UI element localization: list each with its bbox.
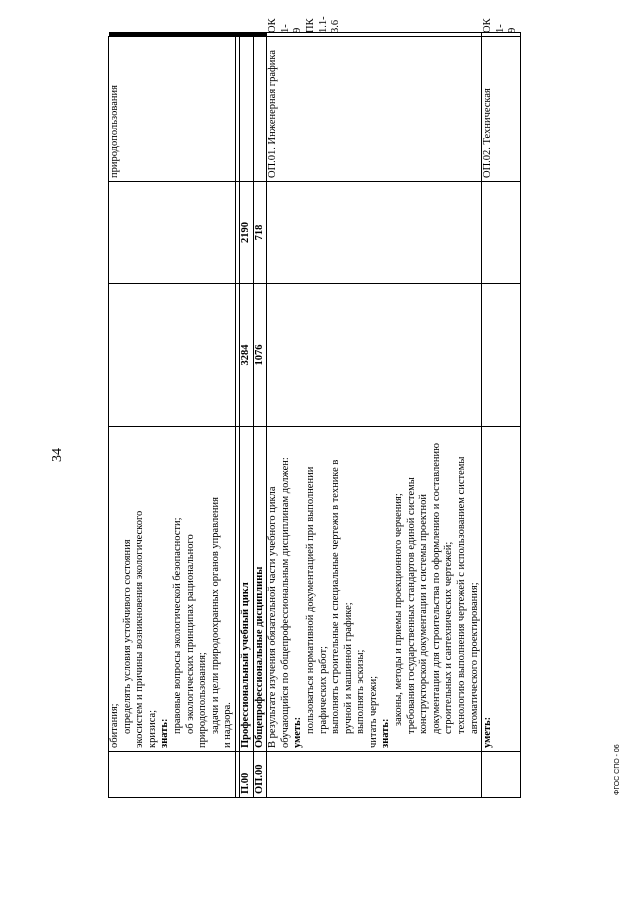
class-hours-cell: 2190 xyxy=(239,182,253,284)
umet-label: уметь: xyxy=(482,427,521,752)
text-line: об экологических принципах рационального xyxy=(184,534,196,734)
max-hours-cell: 1076 xyxy=(253,284,267,427)
text-line: определять условия устойчивого состояния xyxy=(121,539,133,734)
list-item: выполнять строительные и специальные чертежи в технике в ручной и машинной графике; xyxy=(330,459,354,734)
class-hours-cell xyxy=(109,182,236,284)
list-item: пользоваться нормативной документацией при выполнении графических работ; xyxy=(304,466,329,734)
section-title: Профессиональный учебный цикл xyxy=(239,427,253,752)
list-item: технологию выполнения чертежей с использованием системы автоматического проектирования; xyxy=(456,456,480,734)
requirements-cell xyxy=(109,427,236,752)
section-title: Общепрофессиональные дисциплины xyxy=(253,427,267,752)
discipline-cell xyxy=(253,37,267,182)
discipline-cell xyxy=(239,37,253,182)
znat-label: знать: xyxy=(159,718,171,748)
competency-cell xyxy=(239,33,253,37)
discipline-cell: природопользования xyxy=(109,37,236,182)
list-item: выполнять эскизы; xyxy=(355,649,367,734)
text-line: экосистем и причины возникновения экологического xyxy=(134,510,146,748)
max-hours-cell xyxy=(267,284,482,427)
table-row xyxy=(267,33,482,798)
competency-cell: ОК 1-9 ПК 1.1-3.6 xyxy=(267,33,482,37)
list-item: законы, методы и приемы проекционного черчения; xyxy=(393,493,405,726)
znat-label: знать: xyxy=(380,718,392,748)
list-item: читать чертежи; xyxy=(367,675,379,748)
competency-cell xyxy=(253,33,267,37)
code-cell xyxy=(267,752,482,798)
page-number: 34 xyxy=(50,448,65,462)
discipline-cell: ОП.01. Инженерная графика xyxy=(267,37,482,182)
code-cell xyxy=(482,752,521,798)
footer: ФГОС СПО - 06 xyxy=(614,744,621,795)
max-hours-cell xyxy=(482,284,521,427)
max-hours-cell: 3284 xyxy=(239,284,253,427)
max-hours-cell xyxy=(109,284,236,427)
text-line: задачи и цели природоохранных органов управления xyxy=(209,496,221,734)
list-item: требования государственных стандартов единой системы конструкторской документации и системы проектной документации для строительства по оформлению и составлению строительных и сантехнических чертежей; xyxy=(405,442,455,734)
table-row xyxy=(239,33,253,798)
discipline-cell: ОП.02. Техническая xyxy=(482,37,521,182)
competency-cell xyxy=(109,33,236,37)
text-line: и надзора. xyxy=(222,702,234,748)
text-line: кризиса; xyxy=(146,709,158,748)
text-line: правовые вопросы экологической безопасности; xyxy=(171,517,183,734)
text-line: обитания; xyxy=(109,703,120,748)
code-cell xyxy=(109,752,236,798)
class-hours-cell: 718 xyxy=(253,182,267,284)
code-cell: П.00 xyxy=(239,752,253,798)
competency-cell: ОК 1-9 xyxy=(482,33,521,37)
text-line: природопользования; xyxy=(197,652,209,748)
code-cell: ОП.00 xyxy=(253,752,267,798)
intro-text: В результате изучения обязательной части учебного цикла обучающийся по общепрофессиональным дисциплинам должен: xyxy=(267,457,291,748)
class-hours-cell xyxy=(482,182,521,284)
curriculum-table xyxy=(108,16,521,798)
requirements-cell xyxy=(267,427,482,752)
table-row xyxy=(482,33,521,798)
class-hours-cell xyxy=(267,182,482,284)
umet-label: уметь: xyxy=(292,716,304,748)
table-row xyxy=(109,33,236,798)
table-row xyxy=(253,33,267,798)
